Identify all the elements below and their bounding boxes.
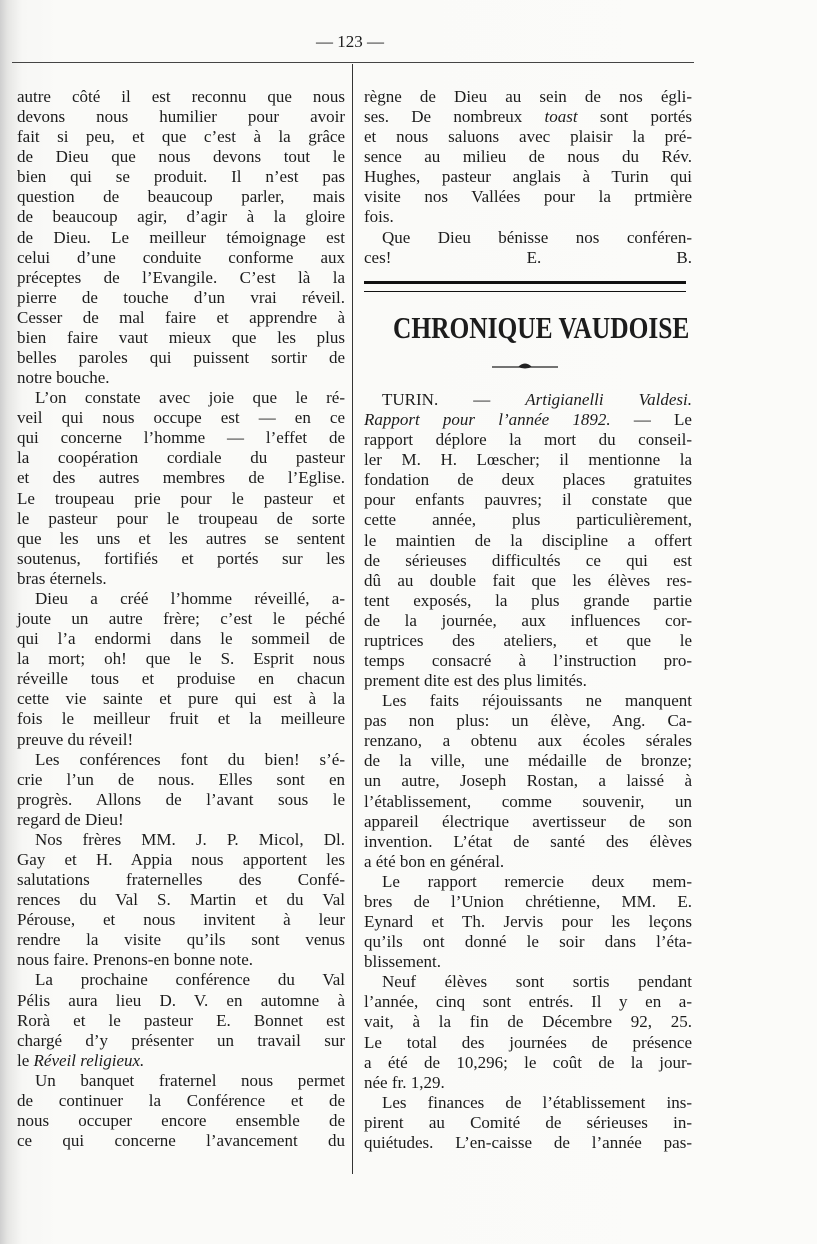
text-line: Le rapport remercie deux mem-	[382, 871, 692, 891]
text-line: née fr. 1,29.	[364, 1072, 445, 1092]
text-line: temps consacré à l’instruction pro-	[364, 651, 692, 671]
text-line: pirent au Comité de sérieuses in-	[364, 1112, 692, 1132]
text-line: regard de Dieu!	[17, 809, 124, 829]
text-line: preuve du réveil!	[17, 729, 134, 749]
text-line	[364, 107, 692, 127]
text-line: le maintien de la discipline a offert	[364, 530, 692, 550]
column-divider	[352, 64, 353, 1174]
text-line: pas non plus: un élève, Ang. Ca-	[364, 711, 692, 731]
section-separator-rule	[364, 281, 686, 292]
text-line: renzano, a obtenu aux écoles sérales	[364, 731, 692, 751]
text-line: progrès. Allons de l’avant sous le	[17, 789, 345, 809]
text-line: soutenus, fortifiés et portés sur les	[17, 548, 345, 568]
text-line: nous occuper encore ensemble de	[17, 1110, 345, 1130]
text-line: Un banquet fraternel nous permet	[35, 1070, 345, 1090]
text-line: fait si peu, et que c’est à la grâce	[17, 127, 345, 147]
paragraph	[364, 691, 692, 872]
text-line	[364, 390, 692, 410]
header-rule	[12, 62, 694, 63]
text-line: de la journée, aux influences cor-	[364, 610, 692, 630]
paragraph	[364, 1093, 692, 1153]
italic-text: toast	[544, 107, 578, 127]
section-title: CHRONIQUE VAUDOISE	[392, 310, 690, 345]
text-line: que les uns et les autres se sentent	[17, 528, 345, 548]
text-line: l’établissement, comme souvenir, un	[364, 791, 692, 811]
text-line: réveille tous et produise en chacun	[17, 669, 345, 689]
text-line: question de beaucoup parler, mais	[17, 187, 345, 207]
text-line: la coopération cordiale du pasteur	[17, 448, 345, 468]
text-line: sence au milieu de nous du Rév.	[364, 147, 692, 167]
text-line: pour enfants pauvres; il constate que	[364, 490, 692, 510]
text-line: ces! E. B.	[364, 247, 692, 267]
text-line: de Dieu que nous devons tout le	[17, 147, 345, 167]
text-line: Dieu a créé l’homme réveillé, a-	[35, 588, 345, 608]
paragraph	[364, 390, 692, 691]
text-line: qui l’a endormi dans le sommeil de	[17, 629, 345, 649]
text-line: Pérouse, et nous invitent à leur	[17, 910, 345, 930]
text-span: — Le	[610, 410, 692, 430]
text-line: salutations fraternelles des Confé-	[17, 870, 345, 890]
text-line: notre bouche.	[17, 368, 110, 388]
text-line: belles paroles qui puissent sortir de	[17, 348, 345, 368]
paragraph	[17, 1071, 345, 1151]
paragraph	[17, 589, 345, 750]
text-line: Gay et H. Appia nous apportent les	[17, 849, 345, 869]
text-line: tent exposés, la plus grande partie	[364, 590, 692, 610]
right-column-bottom	[364, 390, 692, 1153]
text-line: Cesser de mal faire et apprendre à	[17, 307, 345, 327]
text-line: qui concerne l’homme — l’effet de	[17, 428, 345, 448]
text-line: Pélis aura lieu D. V. en automne à	[17, 990, 345, 1010]
text-line: chargé d’y présenter un travail sur	[17, 1030, 345, 1050]
text-line: de beaucoup agir, d’agir à la gloire	[17, 207, 345, 227]
text-line: de sérieuses difficultés ce qui est	[364, 550, 692, 570]
text-line: L’on constate avec joie que le ré-	[35, 388, 345, 408]
text-line: devons nous humilier pour avoir	[17, 107, 345, 127]
text-line: visite nos Vallées pour la prtmière	[364, 187, 692, 207]
text-line: blissement.	[364, 952, 441, 972]
text-line: cette année, plus particulièrement,	[364, 510, 692, 530]
text-line: veil qui nous occupe est — en ce	[17, 408, 345, 428]
text-line: Nos frères MM. J. P. Micol, Dl.	[35, 829, 345, 849]
text-line: Les conférences font du bien! s’é-	[35, 749, 345, 769]
text-line: Hughes, pasteur anglais à Turin qui	[364, 167, 692, 187]
text-span: ses. De nombreux	[364, 107, 545, 127]
text-line: Neuf élèves sont sortis pendant	[382, 972, 692, 992]
text-line: Les finances de l’établissement ins-	[382, 1092, 692, 1112]
text-line: de la ville, une médaille de bronze;	[364, 751, 692, 771]
text-line: nous faire. Prenons-en bonne note.	[17, 950, 254, 970]
text-line: bien qui se produit. Il n’est pas	[17, 167, 345, 187]
text-line: crie l’un de nous. Elles sont en	[17, 769, 345, 789]
paragraph	[17, 970, 345, 1070]
text-line: qu’ils ont donné le soir dans l’éta-	[364, 932, 692, 952]
text-line: Les faits réjouissants ne manquent	[382, 691, 692, 711]
text-line: joute un autre frère; c’est le péché	[17, 609, 345, 629]
text-line: l’année, cinq sont entrés. Il y en a-	[364, 992, 692, 1012]
text-line: Eynard et Th. Jervis pour les leçons	[364, 912, 692, 932]
text-line: de Dieu. Le meilleur témoignage est	[17, 227, 345, 247]
text-line: le pasteur pour le troupeau de sorte	[17, 508, 345, 528]
text-line: a été bon en général.	[364, 851, 505, 871]
text-line: préceptes de l’Evangile. C’est là la	[17, 267, 345, 287]
text-line: La prochaine conférence du Val	[35, 970, 345, 990]
text-line: Rorà et le pasteur E. Bonnet est	[17, 1010, 345, 1030]
paragraph	[17, 388, 345, 589]
paragraph	[364, 228, 692, 268]
text-line: bras éternels.	[17, 568, 107, 588]
italic-text: Réveil religieux.	[33, 1050, 145, 1070]
text-line: fois le meilleur fruit et la meilleure	[17, 709, 345, 729]
text-line: prement dite est des plus limités.	[364, 671, 587, 691]
paragraph	[17, 87, 345, 388]
text-line: et nous saluons avec plaisir la pré-	[364, 127, 692, 147]
text-line: et des autres membres de l’Eglise.	[17, 468, 345, 488]
paragraph	[17, 830, 345, 971]
text-line: un autre, Joseph Rostan, a laissé à	[364, 771, 692, 791]
ornament-flourish-icon	[490, 360, 560, 372]
text-line: bres de l’Union chrétienne, MM. E.	[364, 891, 692, 911]
text-span: TURIN. —	[382, 390, 526, 409]
text-line	[364, 410, 692, 430]
text-line: bien faire vaut mieux que les plus	[17, 327, 345, 347]
text-line: de continuer la Conférence et de	[17, 1090, 345, 1110]
text-line: a été de 10,296; le coût de la jour-	[364, 1052, 692, 1072]
text-line: ler M. H. Lœscher; il mentionne la	[364, 450, 692, 470]
italic-text: Rapport pour l’année 1892.	[364, 410, 611, 430]
paragraph	[364, 87, 692, 228]
text-line: règne de Dieu au sein de nos égli-	[364, 87, 692, 106]
right-column-top	[364, 87, 692, 268]
text-line: la mort; oh! que le S. Esprit nous	[17, 649, 345, 669]
text-line: autre côté il est reconnu que nous	[17, 87, 345, 106]
text-line: Que Dieu bénisse nos conféren-	[382, 227, 692, 247]
text-line: fois.	[364, 207, 394, 227]
page-number: — 123 —	[316, 32, 384, 51]
text-line: rapport déplore la mort du conseil-	[364, 430, 692, 450]
text-line: fondation de deux places gratuites	[364, 470, 692, 490]
text-line: rences du Val S. Martin et du Val	[17, 890, 345, 910]
text-line: rendre la visite qu’ils sont venus	[17, 930, 345, 950]
text-line	[17, 1051, 345, 1071]
left-column	[17, 87, 345, 1151]
text-line: quiétudes. L’en-caisse de l’année pas-	[364, 1132, 692, 1152]
text-span: sont portés	[577, 107, 692, 127]
paragraph	[364, 972, 692, 1092]
text-line: ruptrices des ateliers, et que le	[364, 630, 692, 650]
text-line: pierre de touche d’un vrai réveil.	[17, 287, 345, 307]
paragraph	[364, 872, 692, 972]
text-line: invention. L’état de santé des élèves	[364, 831, 692, 851]
text-line: dû au double fait que les élèves res-	[364, 570, 692, 590]
italic-text: Artigianelli Valdesi.	[525, 390, 692, 409]
text-line: vait, à la fin de Décembre 92, 25.	[364, 1012, 692, 1032]
text-span: le	[17, 1050, 34, 1070]
paragraph	[17, 750, 345, 830]
text-line: ce qui concerne l’avancement du	[17, 1131, 345, 1151]
text-line: cette vie sainte et pure qui est à la	[17, 689, 345, 709]
text-line: Le total des journées de présence	[364, 1032, 692, 1052]
text-line: celui d’une conduite conforme aux	[17, 247, 345, 267]
text-line: appareil électrique avertisseur de son	[364, 811, 692, 831]
text-line: Le troupeau prie pour le pasteur et	[17, 488, 345, 508]
